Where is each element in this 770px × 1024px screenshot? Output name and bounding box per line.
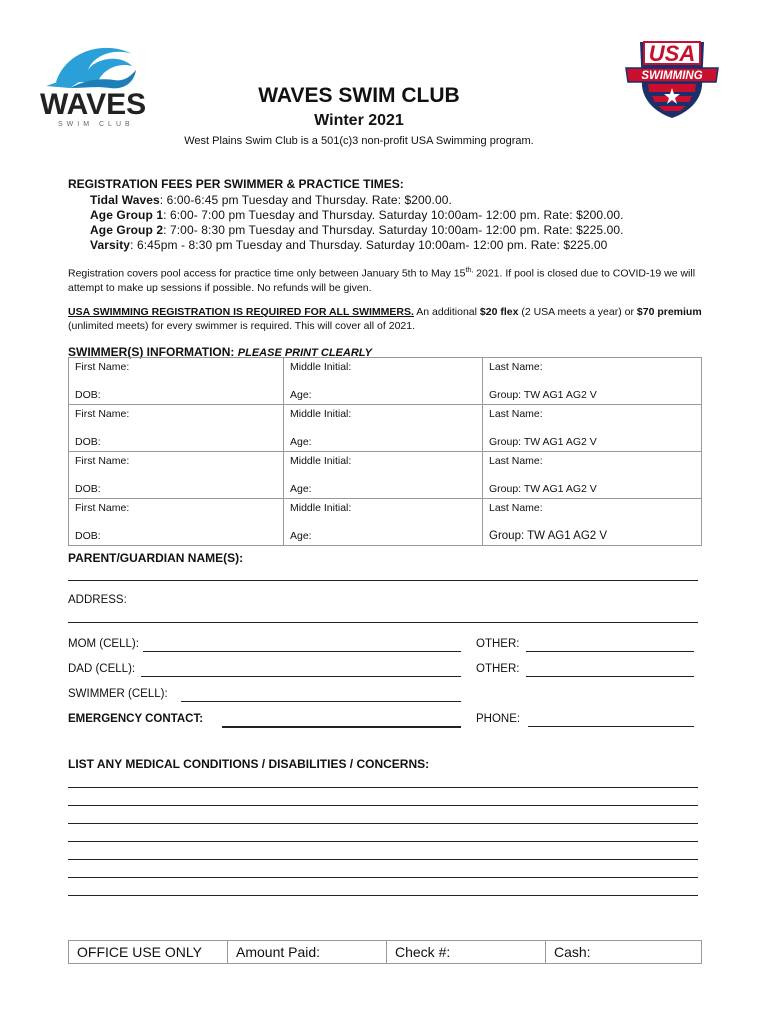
amount-paid-field[interactable]: Amount Paid: <box>228 941 387 964</box>
group-field[interactable]: Group: TW AG1 AG2 V <box>483 483 702 499</box>
emergency-contact-line[interactable] <box>222 726 461 728</box>
table-row <box>69 436 702 452</box>
coverage-note: Registration covers pool access for practice time only between January 5th to May $15^{th,}$ 2021. If pool is closed due to COVID-19 we will attempt to make up sessions if possible. No refunds will be given. <box>68 267 696 294</box>
cash-field[interactable]: Cash: <box>546 941 702 964</box>
fee-group-detail: : 6:45pm - 8:30 pm Tuesday and Thursday. Saturday 10:00am- 12:00 pm. Rate: $225.00 <box>130 238 608 252</box>
office-use-label: OFFICE USE ONLY <box>69 941 228 964</box>
fee-group-name: Age Group 1 <box>90 208 164 222</box>
office-use-table <box>68 940 702 964</box>
table-row <box>69 530 702 546</box>
table-row <box>69 358 702 390</box>
medical-heading: LIST ANY MEDICAL CONDITIONS / DISABILITIES / CONCERNS: <box>68 757 430 771</box>
medical-line[interactable] <box>68 841 698 842</box>
medical-line[interactable] <box>68 895 698 896</box>
group-field[interactable]: Group: TW AG1 AG2 V <box>483 530 702 546</box>
first-name-field[interactable]: First Name: <box>69 452 284 484</box>
last-name-field[interactable]: Last Name: <box>483 452 702 484</box>
medical-line[interactable] <box>68 877 698 878</box>
age-field[interactable]: Age: <box>284 436 483 452</box>
group-field[interactable]: Group: TW AG1 AG2 V <box>483 436 702 452</box>
swimmer-cell-line[interactable] <box>181 701 461 702</box>
page-title: WAVES SWIM CLUB <box>258 84 460 107</box>
dob-field[interactable]: DOB: <box>69 436 284 452</box>
dob-field[interactable]: DOB: <box>69 530 284 546</box>
table-row <box>69 405 702 437</box>
last-name-field[interactable]: Last Name: <box>483 405 702 437</box>
age-field[interactable]: Age: <box>284 530 483 546</box>
medical-line[interactable] <box>68 823 698 824</box>
phone-label: PHONE: <box>476 713 521 725</box>
other-line[interactable] <box>526 651 694 652</box>
address-line[interactable] <box>68 622 698 623</box>
table-row <box>69 483 702 499</box>
check-number-field[interactable]: Check #: <box>387 941 546 964</box>
fee-varsity <box>90 238 607 252</box>
address-label: ADDRESS: <box>68 594 127 606</box>
first-name-field[interactable]: First Name: <box>69 499 284 531</box>
group-field[interactable]: Group: TW AG1 AG2 V <box>483 389 702 405</box>
swimmer-info-table <box>68 357 702 546</box>
other-label: OTHER: <box>476 638 520 650</box>
phone-line[interactable] <box>528 726 694 727</box>
last-name-field[interactable]: Last Name: <box>483 358 702 390</box>
svg-text:SWIM CLUB: SWIM CLUB <box>58 121 134 128</box>
parent-name-line[interactable] <box>68 580 698 581</box>
fee-group-name: Varsity <box>90 238 131 252</box>
fee-age-group-1 <box>90 208 624 222</box>
age-field[interactable]: Age: <box>284 483 483 499</box>
fee-group-name: Age Group 2 <box>90 223 164 237</box>
dad-cell-label: DAD (CELL): <box>68 663 136 675</box>
other-line[interactable] <box>526 676 694 677</box>
page-subtitle: Winter 2021 <box>314 112 404 129</box>
fee-group-detail: : 7:00- 8:30 pm Tuesday and Thursday. Saturday 10:00am- 12:00 pm. Rate: $225.00. <box>163 223 624 237</box>
first-name-field[interactable]: First Name: <box>69 358 284 390</box>
medical-line[interactable] <box>68 787 698 788</box>
first-name-field[interactable]: First Name: <box>69 405 284 437</box>
medical-line[interactable] <box>68 805 698 806</box>
emergency-contact-label: EMERGENCY CONTACT: <box>68 713 204 725</box>
svg-text:SWIMMING: SWIMMING <box>641 70 703 82</box>
table-row <box>69 941 702 964</box>
table-row <box>69 452 702 484</box>
age-field[interactable]: Age: <box>284 389 483 405</box>
middle-initial-field[interactable]: Middle Initial: <box>284 405 483 437</box>
fees-heading: REGISTRATION FEES PER SWIMMER & PRACTICE TIMES: <box>68 177 404 191</box>
mom-cell-line[interactable] <box>143 651 461 652</box>
fee-group-name: Tidal Waves <box>90 193 160 207</box>
middle-initial-field[interactable]: Middle Initial: <box>284 452 483 484</box>
table-row <box>69 389 702 405</box>
last-name-field[interactable]: Last Name: <box>483 499 702 531</box>
middle-initial-field[interactable]: Middle Initial: <box>284 499 483 531</box>
table-row <box>69 499 702 531</box>
dad-cell-line[interactable] <box>141 676 461 677</box>
fee-age-group-2 <box>90 223 624 237</box>
club-tagline: West Plains Swim Club is a 501(c)3 non-profit USA Swimming program. <box>184 135 534 147</box>
other-label: OTHER: <box>476 663 520 675</box>
fee-group-detail: : 6:00- 7:00 pm Tuesday and Thursday. Saturday 10:00am- 12:00 pm. Rate: $200.00. <box>163 208 624 222</box>
svg-text:WAVES: WAVES <box>40 88 147 121</box>
middle-initial-field[interactable]: Middle Initial: <box>284 358 483 390</box>
swimmer-info-heading: SWIMMER(S) INFORMATION: PLEASE PRINT CLEARLY <box>68 345 373 359</box>
swimmer-cell-label: SWIMMER (CELL): <box>68 688 168 700</box>
dob-field[interactable]: DOB: <box>69 389 284 405</box>
usa-registration-note: USA SWIMMING REGISTRATION IS REQUIRED FOR ALL SWIMMERS. An additional $20 flex (2 USA meets a year) or $70 premium (unlimited meets) for every swimmer is required. This will cover all of 2021. <box>68 306 702 332</box>
svg-text:USA: USA <box>648 41 696 66</box>
medical-line[interactable] <box>68 859 698 860</box>
dob-field[interactable]: DOB: <box>69 483 284 499</box>
parent-label: PARENT/GUARDIAN NAME(S): <box>68 551 244 565</box>
mom-cell-label: MOM (CELL): <box>68 638 139 650</box>
fee-tidal-waves <box>90 193 452 207</box>
fee-group-detail: : 6:00-6:45 pm Tuesday and Thursday. Rate: $200.00. <box>159 193 452 207</box>
